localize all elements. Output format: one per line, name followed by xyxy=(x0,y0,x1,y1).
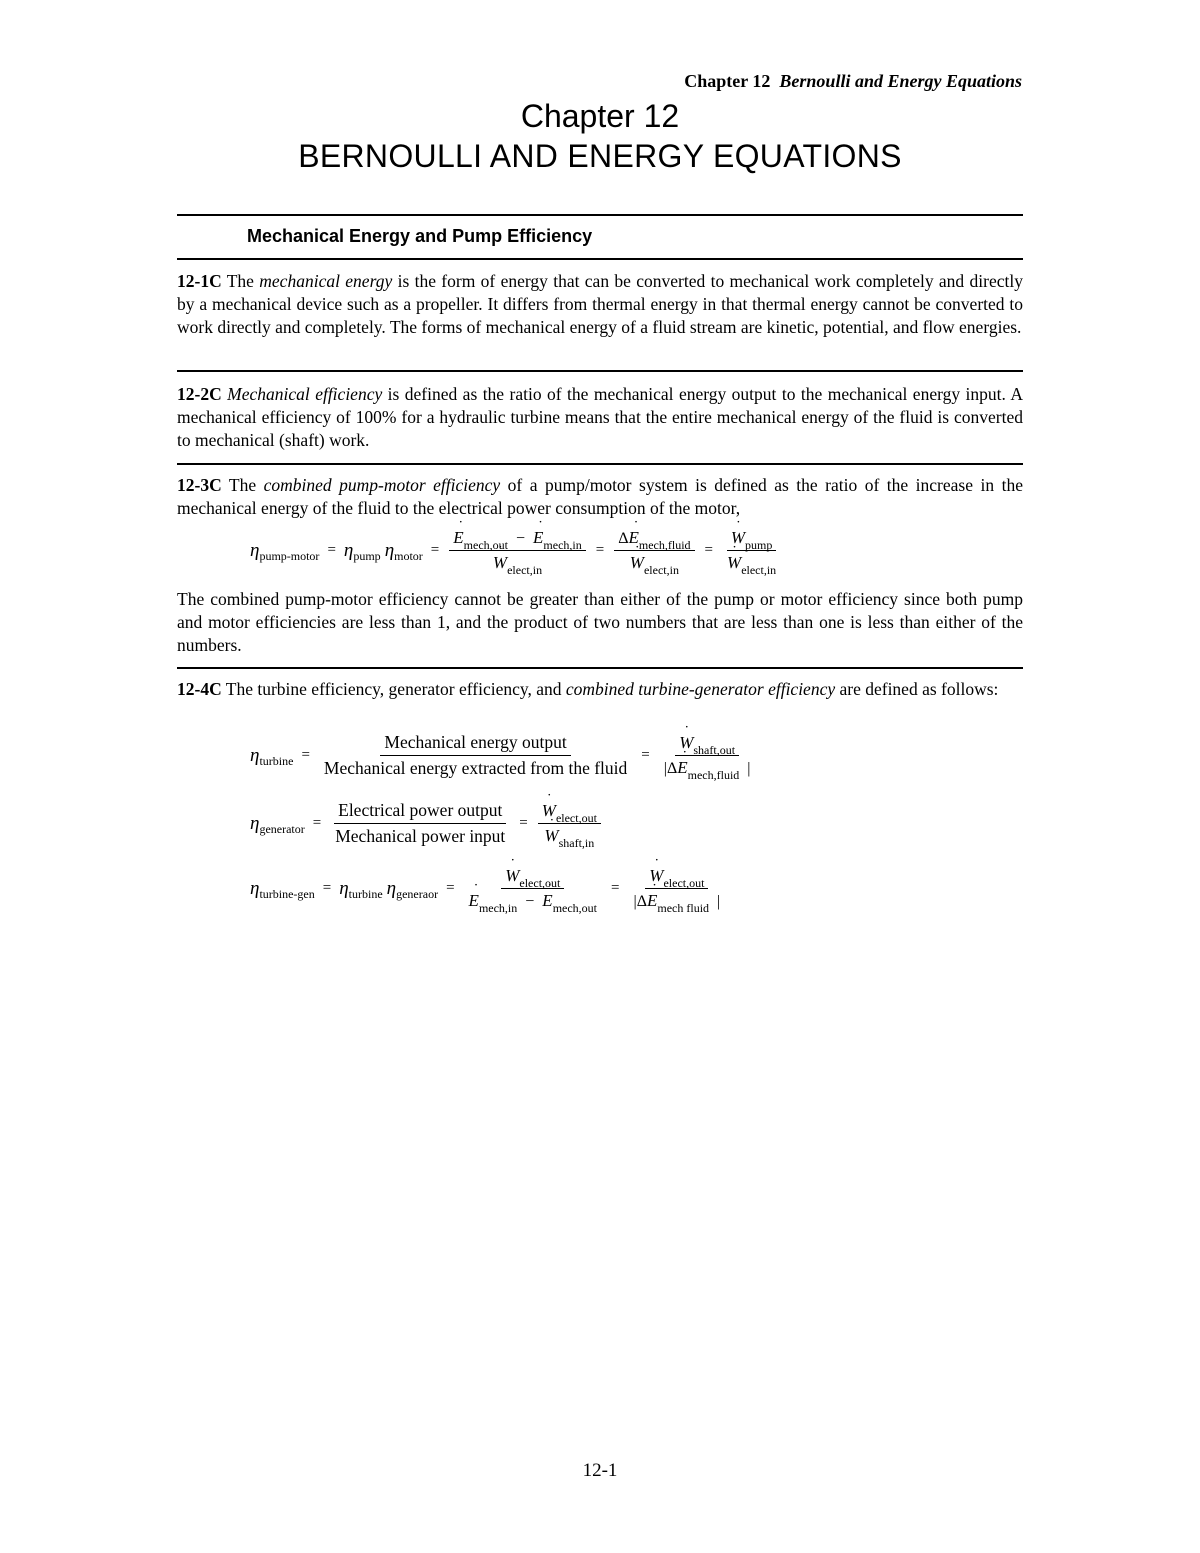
subscript: elect,out xyxy=(519,876,561,890)
subscript: pump xyxy=(745,538,773,552)
problem-text: is defined as the ratio of the mechanical energy output to the mechanical energy input. A mechanical efficiency of 100% for a hydraulic turbine means that the entire mechanical energy of the fluid is converted to mechanical (shaft) work. xyxy=(177,384,1023,450)
equals-sign: = xyxy=(430,542,440,558)
problem-term: combined turbine-generator efficiency xyxy=(565,679,836,699)
eta-symbol: η xyxy=(384,539,395,561)
eta-symbol: η xyxy=(343,539,354,561)
problem-id: 12-4C xyxy=(177,679,222,699)
w-dot-symbol: ˙ W xyxy=(542,801,556,820)
equation-turbine-efficiency xyxy=(250,732,757,782)
subscript: elect,in xyxy=(741,563,777,577)
equals-sign: = xyxy=(641,747,650,763)
subscript: mech,in xyxy=(478,901,518,915)
equation-turbine-generator-efficiency xyxy=(250,866,726,915)
problem-12-1c xyxy=(177,270,1023,339)
problem-12-3c-discussion: The combined pump-motor efficiency cannot be greater than either of the pump or motor efficiency since both pump and motor efficiencies are less than 1, and the product of two numbers that are less than one is less than either of the numbers. xyxy=(177,589,1023,655)
numerator: Electrical power output xyxy=(334,800,506,824)
problem-id: 12-1C xyxy=(177,271,222,291)
numerator xyxy=(538,801,601,824)
subscript: shaft,in xyxy=(558,836,595,850)
e-dot-symbol: ˙ E xyxy=(629,528,639,547)
equation-generator-efficiency xyxy=(250,800,603,850)
subscript: elect,out xyxy=(663,876,705,890)
fraction xyxy=(449,528,585,577)
minus-sign: − xyxy=(515,530,526,547)
running-header-subject: Bernoulli and Energy Equations xyxy=(779,71,1022,91)
eta-symbol: η xyxy=(250,877,260,899)
denominator xyxy=(489,551,546,577)
eta-symbol: η xyxy=(250,744,260,766)
problem-term: combined pump-motor efficiency xyxy=(263,475,501,495)
equals-sign: = xyxy=(327,542,336,558)
equation-pump-motor-efficiency xyxy=(250,528,782,577)
chapter-title-block xyxy=(0,96,1200,176)
problem-term: mechanical energy xyxy=(259,271,393,291)
problem-text: The turbine efficiency, generator efficiency, and xyxy=(221,679,566,699)
problem-id: 12-2C xyxy=(177,384,222,404)
w-dot-symbol: ˙ W xyxy=(493,553,507,572)
e-dot-symbol: ˙ E xyxy=(647,891,657,910)
subscript: shaft,out xyxy=(693,743,736,757)
section-title: Mechanical Energy and Pump Efficiency xyxy=(247,226,593,246)
equals-sign: = xyxy=(446,880,455,896)
w-dot-symbol: ˙ W xyxy=(544,826,558,845)
fraction xyxy=(660,733,755,782)
w-dot-symbol: ˙ W xyxy=(679,733,693,752)
e-dot-symbol: ˙ E xyxy=(677,758,687,777)
eta-symbol: η xyxy=(250,812,260,834)
subscript: pump-motor xyxy=(259,549,320,563)
subscript: mech fluid xyxy=(657,901,710,915)
denominator xyxy=(723,551,780,577)
denominator xyxy=(465,889,601,915)
problem-12-3c xyxy=(177,474,1023,520)
w-dot-symbol: ˙ W xyxy=(630,553,644,572)
equals-sign: = xyxy=(611,880,620,896)
subscript: generaor xyxy=(396,887,439,901)
abs-bar: | xyxy=(717,893,721,910)
chapter-title: BERNOULLI AND ENERGY EQUATIONS xyxy=(298,138,902,174)
w-dot-symbol: ˙ W xyxy=(731,528,745,547)
divider xyxy=(177,463,1023,465)
subscript: motor xyxy=(394,549,423,563)
problem-text: is the form of energy that can be converted to mechanical work completely and directly by a mechanical device such as a propeller. It differs from thermal energy in that thermal energy cannot be converted to work directly and completely. The forms of mechanical energy of a fluid stream are kinetic, potential, and flow energies. xyxy=(177,271,1023,337)
fraction xyxy=(723,528,780,577)
equals-sign: = xyxy=(312,815,322,831)
subscript: mech,out xyxy=(552,901,598,915)
running-header xyxy=(684,71,1022,92)
problem-12-2c xyxy=(177,383,1023,452)
e-dot-symbol: ˙ E xyxy=(542,891,552,910)
denominator xyxy=(660,756,755,782)
problem-term: Mechanical efficiency xyxy=(227,384,383,404)
numerator xyxy=(449,528,585,551)
subscript: mech,out xyxy=(463,538,508,552)
fraction xyxy=(465,866,601,915)
running-header-chapter: Chapter 12 xyxy=(684,71,771,91)
eta-symbol: η xyxy=(386,877,397,899)
fraction xyxy=(614,528,694,577)
denominator xyxy=(629,889,724,915)
subscript: mech,fluid xyxy=(687,768,740,782)
chapter-number: Chapter 12 xyxy=(520,98,680,134)
problem-id: 12-3C xyxy=(177,475,222,495)
w-dot-symbol: ˙ W xyxy=(649,866,663,885)
subscript: elect,in xyxy=(507,563,543,577)
e-dot-symbol: ˙ E xyxy=(453,528,463,547)
eta-symbol: η xyxy=(250,539,260,561)
subscript: turbine-gen xyxy=(259,887,315,901)
divider xyxy=(177,370,1023,372)
problem-12-4c xyxy=(177,678,1023,701)
subscript: turbine xyxy=(348,887,383,901)
divider xyxy=(177,214,1023,216)
delta-symbol: Δ xyxy=(618,530,629,547)
equals-sign: = xyxy=(595,542,605,558)
subscript: generator xyxy=(259,822,305,836)
w-dot-symbol: ˙ W xyxy=(505,866,519,885)
denominator xyxy=(626,551,683,577)
subscript: elect,out xyxy=(555,811,597,825)
problem-text: are defined as follows: xyxy=(835,679,999,699)
eta-symbol: η xyxy=(339,877,349,899)
subscript: turbine xyxy=(259,754,294,768)
problem-text: The xyxy=(221,271,260,291)
subscript: pump xyxy=(353,549,381,563)
denominator: Mechanical power input xyxy=(335,826,506,846)
divider xyxy=(177,667,1023,669)
e-dot-symbol: ˙ E xyxy=(469,891,479,910)
subscript: mech,fluid xyxy=(638,538,691,552)
equals-sign: = xyxy=(322,880,332,896)
delta-symbol: Δ xyxy=(666,760,678,777)
denominator: Mechanical energy extracted from the fluid xyxy=(323,758,628,778)
fraction xyxy=(538,801,601,850)
equals-sign: = xyxy=(301,747,310,763)
divider xyxy=(177,258,1023,260)
abs-bar: | xyxy=(747,760,751,777)
abs-bar: | xyxy=(663,760,667,777)
numerator xyxy=(614,528,694,551)
equals-sign: = xyxy=(704,542,714,558)
numerator xyxy=(501,866,564,889)
e-dot-symbol: ˙ E xyxy=(533,528,543,547)
fraction xyxy=(320,732,631,779)
problem-text: The xyxy=(221,475,264,495)
fraction xyxy=(331,800,509,847)
page-number: 12-1 xyxy=(582,1460,618,1481)
denominator xyxy=(540,824,598,850)
subscript: elect,in xyxy=(643,563,679,577)
numerator: Mechanical energy output xyxy=(380,732,570,756)
abs-bar: | xyxy=(633,893,637,910)
subscript: mech,in xyxy=(543,538,582,552)
minus-sign: − xyxy=(525,893,535,910)
problem-text: of a pump/motor system is defined as the ratio of the increase in the mechanical energy of the fluid to the electrical power consumption of the motor, xyxy=(177,475,1023,518)
delta-symbol: Δ xyxy=(636,893,647,910)
equals-sign: = xyxy=(519,815,528,831)
fraction xyxy=(629,866,724,915)
w-dot-symbol: ˙ W xyxy=(727,553,741,572)
